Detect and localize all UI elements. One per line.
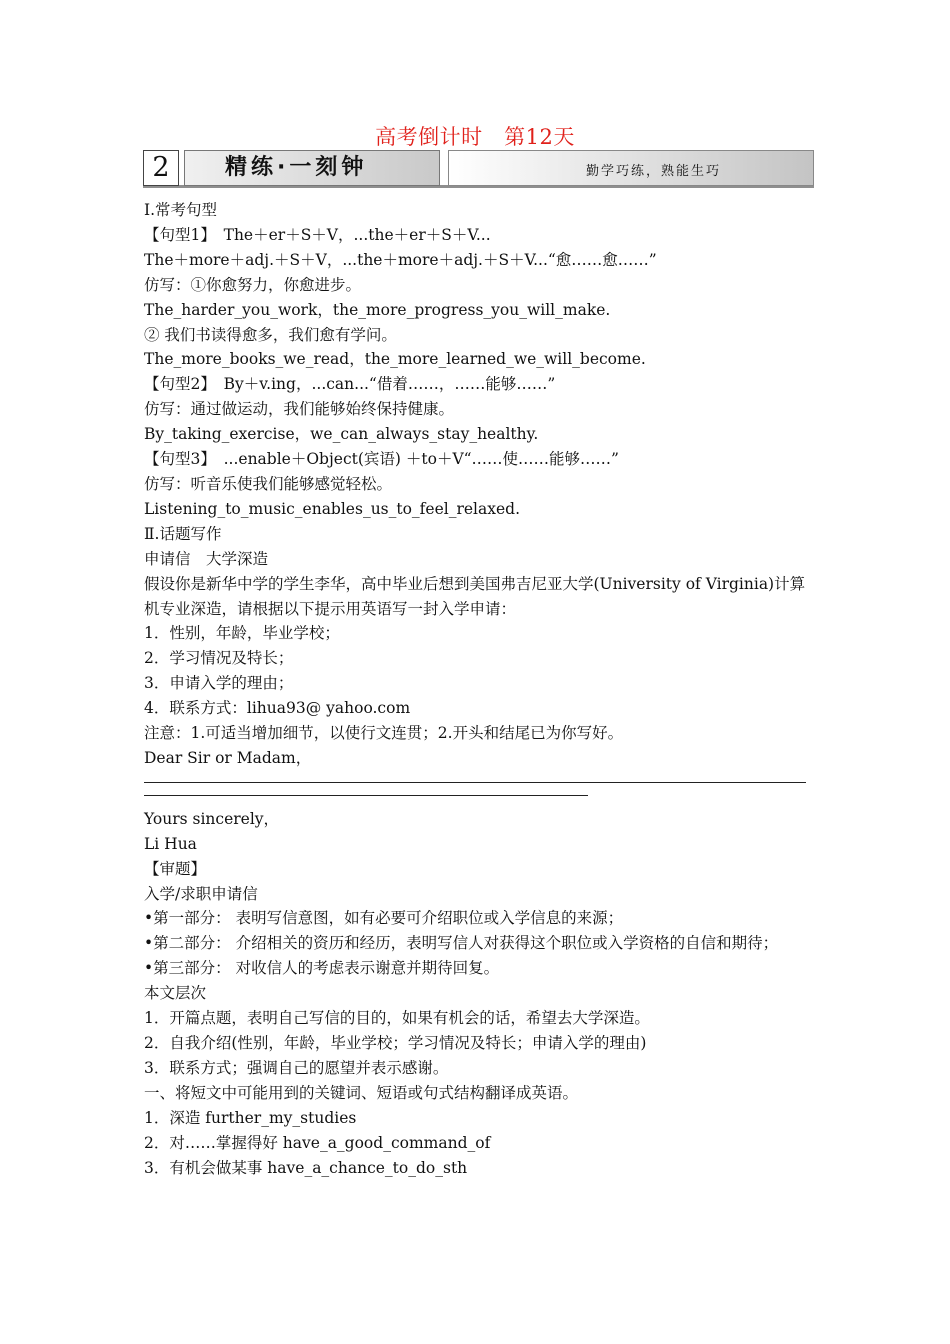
hint-3: 3．申请入学的理由； — [144, 674, 294, 693]
part-3: •第三部分： 对收信人的考虑表示谢意并期待回复。 — [144, 959, 500, 978]
hint-4: 4．联系方式：lihua93@ yahoo.com — [144, 699, 411, 718]
section-number: 2 — [143, 150, 179, 186]
letter-salutation: Dear Sir or Madam， — [144, 748, 312, 767]
pattern-1-answer-1: The_harder_you_work，the_more_progress_you_will_make. — [144, 300, 611, 319]
structure-3: 3．联系方式；强调自己的愿望并表示感谢。 — [144, 1058, 449, 1077]
heading-topic-writing: Ⅱ.话题写作 — [144, 524, 222, 543]
pattern-2-exercise: 仿写：通过做运动，我们能够始终保持健康。 — [144, 400, 455, 419]
heading-structure: 本文层次 — [144, 984, 207, 1003]
structure-2: 2．自我介绍(性别，年龄，毕业学校；学习情况及特长；申请入学的理由) — [144, 1034, 647, 1052]
pattern-1-label: 【句型1】 The＋er＋S＋V，...the＋er＋S＋V... — [144, 225, 491, 244]
answer-blank-line-short — [144, 795, 588, 796]
translation-2: 2．对……掌握得好 have_a_good_command_of — [144, 1133, 491, 1152]
pattern-2-answer: By_taking_exercise，we_can_always_stay_healthy. — [144, 425, 539, 444]
heading-translation: 一、将短文中可能用到的关键词、短语或句式结构翻译成英语。 — [144, 1083, 579, 1102]
letter-signature: Li Hua — [144, 834, 197, 853]
structure-1: 1．开篇点题，表明自己写信的目的，如果有机会的话，希望去大学深造。 — [144, 1009, 650, 1028]
answer-blank-line — [144, 782, 806, 783]
pattern-3-answer: Listening_to_music_enables_us_to_feel_relaxed. — [144, 499, 521, 518]
section-banner — [143, 150, 814, 188]
section-motto: 勤学巧练，熟能生巧 — [448, 150, 814, 186]
hint-2: 2．学习情况及特长； — [144, 649, 294, 668]
part-2: •第二部分： 介绍相关的资历和经历，表明写信人对获得这个职位或入学资格的自信和期待； — [144, 934, 779, 953]
letter-type: 入学/求职申请信 — [144, 884, 258, 903]
pattern-1-exercise-2: ② 我们书读得愈多，我们愈有学问。 — [144, 325, 397, 344]
pattern-2-label: 【句型2】 By＋v.ing，...can...“借着……，……能够……” — [144, 375, 556, 394]
part-1: •第一部分： 表明写信意图，如有必要可介绍职位或入学信息的来源； — [144, 909, 624, 928]
pattern-3-label: 【句型3】 ...enable＋Object(宾语) ＋to＋V“……使……能够……” — [144, 450, 619, 469]
topic-title: 申请信 大学深造 — [144, 549, 269, 568]
heading-analysis: 【审题】 — [144, 859, 207, 878]
hint-1: 1．性别，年龄，毕业学校； — [144, 624, 340, 643]
pattern-3-exercise: 仿写：听音乐使我们能够感觉轻松。 — [144, 474, 393, 493]
translation-1: 1．深造 further_my_studies — [144, 1108, 357, 1127]
translation-3: 3．有机会做某事 have_a_chance_to_do_sth — [144, 1158, 468, 1177]
pattern-1-formula: The＋more＋adj.＋S＋V，...the＋more＋adj.＋S＋V...“愈……愈……” — [144, 250, 657, 269]
section-title: 精练·一刻钟 — [184, 150, 440, 186]
page-title: 高考倒计时 第12天 — [375, 125, 575, 149]
note: 注意：1.可适当增加细节，以使行文连贯；2.开头和结尾已为你写好。 — [144, 724, 624, 743]
pattern-1-answer-2: The_more_books_we_read，the_more_learned_we_will_become. — [144, 350, 646, 369]
heading-common-patterns: Ⅰ.常考句型 — [144, 201, 218, 219]
document-body — [144, 198, 808, 1180]
task-description: 假设你是新华中学的学生李华，高中毕业后想到美国弗吉尼亚大学(University of Virginia)计算机专业深造，请根据以下提示用英语写一封入学申请： — [144, 574, 806, 618]
letter-closing: Yours sincerely， — [144, 809, 280, 828]
pattern-1-exercise-1: 仿写：①你愈努力，你愈进步。 — [144, 275, 362, 294]
